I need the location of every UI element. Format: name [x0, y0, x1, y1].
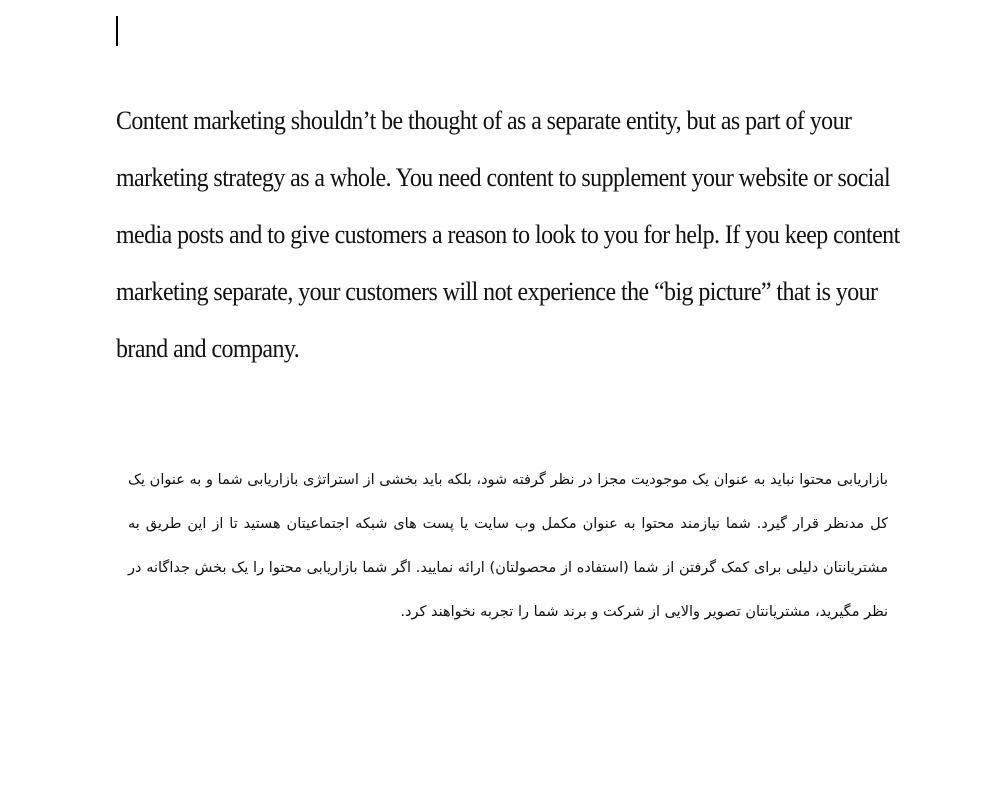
english-line: marketing strategy as a whole. You need content to supplement your website or social	[116, 163, 891, 192]
english-line: media posts and to give customers a reason to look to you for help. If you keep content	[116, 220, 900, 249]
english-line: Content marketing shouldn’t be thought of as a separate entity, but as part of your	[116, 106, 852, 135]
persian-line: کل مدنظر قرار گیرد. شما نیازمند محتوا به عنوان مکمل وب سایت یا پست های شبکه اجتماعیتان هستید تا از این طریق به	[128, 516, 888, 532]
persian-line: مشتریانتان دلیلی برای کمک گرفتن از شما (استفاده از محصولتان) ارائه نمایید. اگر شما بازاریابی محتوا را یک بخش جداگانه در	[128, 560, 888, 576]
english-line: brand and company.	[116, 334, 300, 363]
english-paragraph[interactable]	[116, 92, 900, 377]
persian-paragraph[interactable]	[128, 458, 888, 634]
persian-line: نظر مگیرید، مشتریانتان تصویر والایی از شرکت و برند شما را تجربه نخواهند کرد.	[400, 604, 888, 620]
text-cursor	[116, 16, 118, 46]
persian-line: بازاریابی محتوا نباید به عنوان یک موجودیت مجزا در نظر گرفته شود، بلکه باید بخشی از استراتژی بازاریابی شما و به عنوان یک	[128, 472, 888, 488]
english-line: marketing separate, your customers will not experience the “big picture” that is your	[116, 277, 878, 306]
